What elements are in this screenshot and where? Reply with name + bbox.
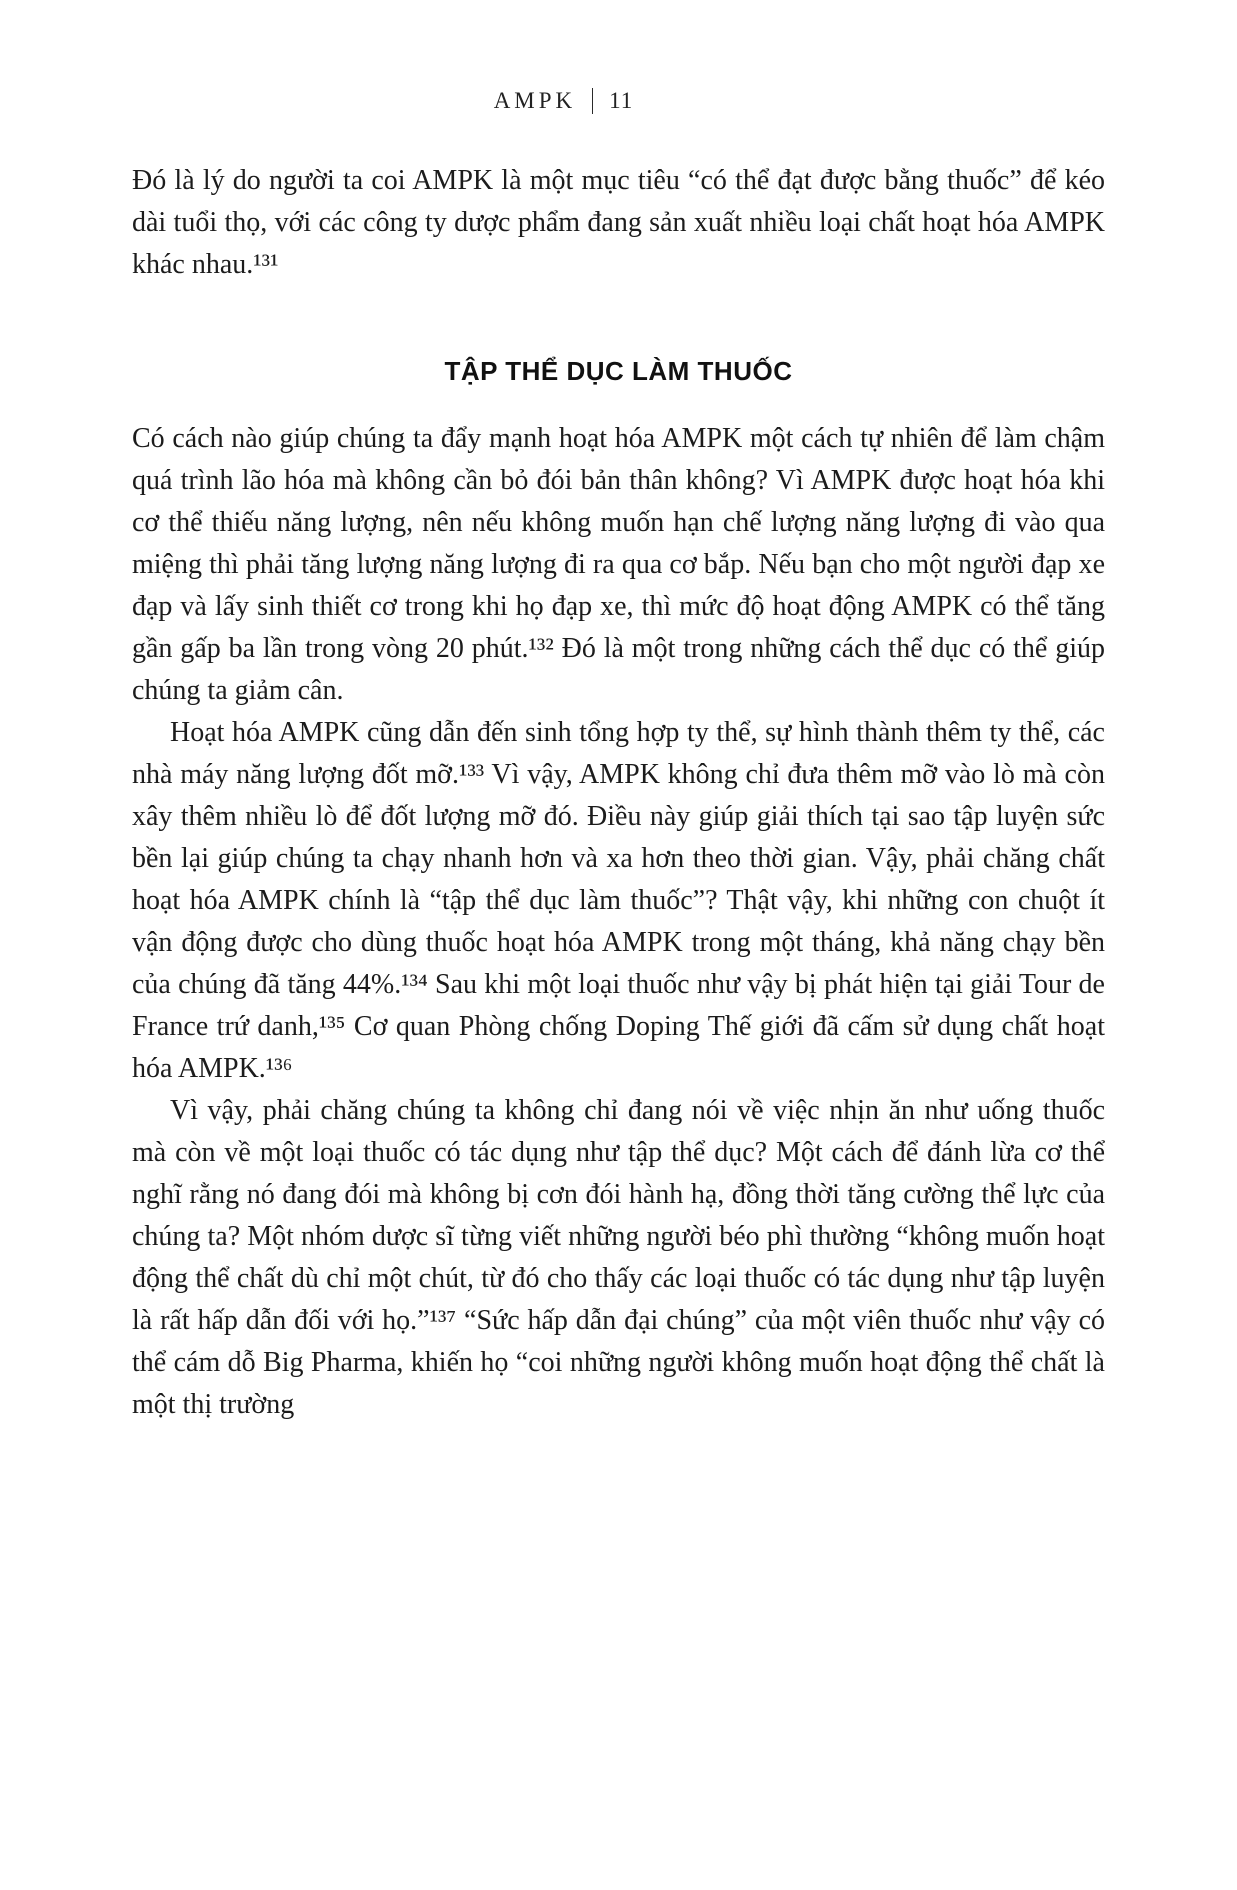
running-title: AMPK [493,88,577,113]
running-head [0,88,1182,114]
section-paragraph-2: Hoạt hóa AMPK cũng dẫn đến sinh tổng hợp ty thể, sự hình thành thêm ty thể, các nhà máy năng lượng đốt mỡ.¹³³ Vì vậy, AMPK không chỉ đưa thêm mỡ vào lò mà còn xây thêm nhiều lò để đốt lượng mỡ đó. Điều này giúp giải thích tại sao tập luyện sức bền lại giúp chúng ta chạy nhanh hơn và xa hơn theo thời gian. Vậy, phải chăng chất hoạt hóa AMPK chính là “tập thể dục làm thuốc”? Thật vậy, khi những con chuột ít vận động được cho dùng thuốc hoạt hóa AMPK trong một tháng, khả năng chạy bền của chúng đã tăng 44%.¹³⁴ Sau khi một loại thuốc như vậy bị phát hiện tại giải Tour de France trứ danh,¹³⁵ Cơ quan Phòng chống Doping Thế giới đã cấm sử dụng chất hoạt hóa AMPK.¹³⁶ [132,717,1105,1084]
intro-paragraph: Đó là lý do người ta coi AMPK là một mục tiêu “có thể đạt được bằng thuốc” để kéo dài tuổi thọ, với các công ty dược phẩm đang sản xuất nhiều loại chất hoạt hóa AMPK khác nhau.¹³¹ [132,165,1105,280]
text-column [132,160,1105,1426]
header-divider [592,88,593,114]
section-paragraph-3: Vì vậy, phải chăng chúng ta không chỉ đang nói về việc nhịn ăn như uống thuốc mà còn về một loại thuốc có tác dụng như tập thể dục? Một cách để đánh lừa cơ thể nghĩ rằng nó đang đói mà không bị cơn đói hành hạ, đồng thời tăng cường thể lực của chúng ta? Một nhóm dược sĩ từng viết những người béo phì thường “không muốn hoạt động thể chất dù chỉ một chút, từ đó cho thấy các loại thuốc có tác dụng như tập luyện là rất hấp dẫn đối với họ.”¹³⁷ “Sức hấp dẫn đại chúng” của một viên thuốc như vậy có thể cám dỗ Big Pharma, khiến họ “coi những người không muốn hoạt động thể chất là một thị trường [132,1095,1105,1420]
page-number: 11 [609,88,634,113]
section-heading: TẬP THỂ DỤC LÀM THUỐC [444,356,793,386]
section-paragraph-1: Có cách nào giúp chúng ta đẩy mạnh hoạt hóa AMPK một cách tự nhiên để làm chậm quá trình lão hóa mà không cần bỏ đói bản thân không? Vì AMPK được hoạt hóa khi cơ thể thiếu năng lượng, nên nếu không muốn hạn chế lượng năng lượng đi vào qua miệng thì phải tăng lượng năng lượng đi ra qua cơ bắp. Nếu bạn cho một người đạp xe đạp và lấy sinh thiết cơ trong khi họ đạp xe, thì mức độ hoạt động AMPK có thể tăng gần gấp ba lần trong vòng 20 phút.¹³² Đó là một trong những cách thể dục có thể giúp chúng ta giảm cân. [132,423,1105,706]
